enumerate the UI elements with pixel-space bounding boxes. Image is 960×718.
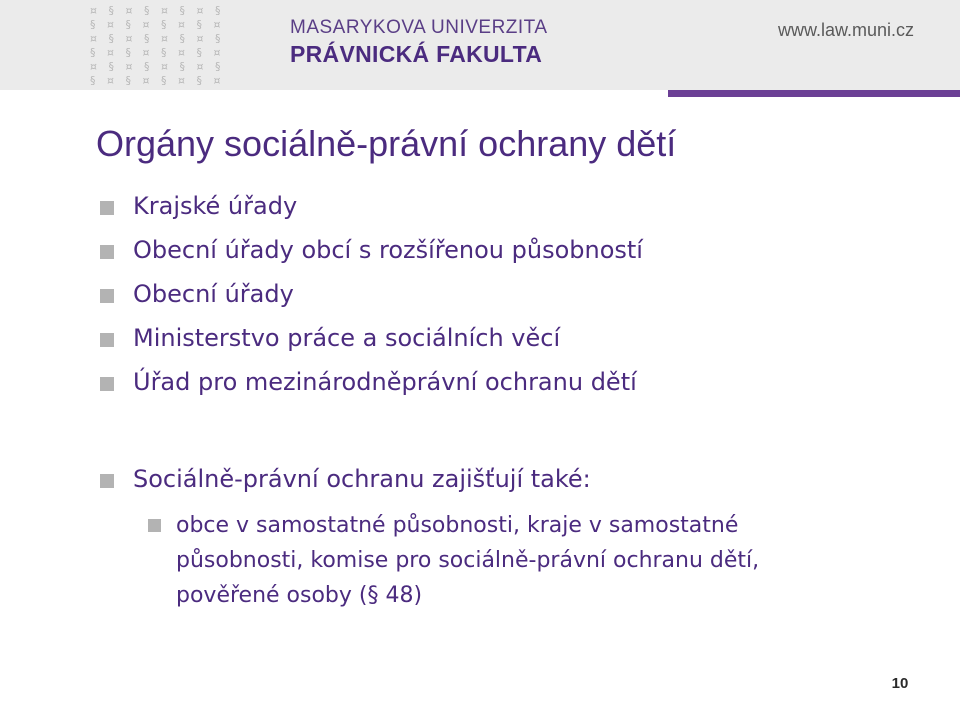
pattern-row: ¤ § ¤ § ¤ § ¤ § xyxy=(90,32,225,45)
accent-bar xyxy=(668,90,960,97)
bullet-square-icon xyxy=(100,289,114,303)
bullet-square-icon xyxy=(100,245,114,259)
list-item xyxy=(100,232,940,276)
list-item-text: Úřad pro mezinárodněprávní ochranu dětí xyxy=(133,368,637,396)
sub-bullet xyxy=(148,508,888,613)
list-item xyxy=(100,320,940,364)
secondary-bullet xyxy=(100,461,940,497)
list-item xyxy=(100,188,940,232)
pattern-row: § ¤ § ¤ § ¤ § ¤ xyxy=(90,46,225,59)
bullet-square-icon xyxy=(100,201,114,215)
pattern-row: ¤ § ¤ § ¤ § ¤ § xyxy=(90,4,225,17)
bullet-list xyxy=(100,188,940,408)
university-name: MASARYKOVA UNIVERZITA xyxy=(290,17,548,38)
list-item-text: Obecní úřady xyxy=(133,280,294,308)
bullet-square-icon xyxy=(148,519,161,532)
secondary-bullet-text: Sociálně-právní ochranu zajišťují také: xyxy=(133,465,591,493)
list-item-text: Krajské úřady xyxy=(133,192,298,220)
list-item-text: Obecní úřady obcí s rozšířenou působností xyxy=(133,236,643,264)
bullet-square-icon xyxy=(100,474,114,488)
slide-title: Orgány sociálně-právní ochrany dětí xyxy=(96,123,677,164)
website-link[interactable]: www.law.muni.cz xyxy=(777,20,914,40)
list-item xyxy=(100,276,940,320)
header-band xyxy=(0,0,960,90)
list-item xyxy=(100,364,940,408)
sub-bullet-line: působnosti, komise pro sociálně-právní ochranu dětí, xyxy=(176,548,760,573)
logo-pattern xyxy=(90,4,240,88)
faculty-name: PRÁVNICKÁ FAKULTA xyxy=(290,41,543,67)
sub-bullet-line: obce v samostatné působnosti, kraje v samostatné xyxy=(176,513,739,538)
sub-bullet-line: pověřené osoby (§ 48) xyxy=(176,583,423,608)
pattern-row: § ¤ § ¤ § ¤ § ¤ xyxy=(90,18,225,31)
page-number: 10 xyxy=(891,675,909,692)
pattern-row: ¤ § ¤ § ¤ § ¤ § xyxy=(90,60,225,73)
bullet-square-icon xyxy=(100,333,114,347)
bullet-square-icon xyxy=(100,377,114,391)
list-item-text: Ministerstvo práce a sociálních věcí xyxy=(133,324,561,352)
pattern-row: § ¤ § ¤ § ¤ § ¤ xyxy=(90,74,225,87)
